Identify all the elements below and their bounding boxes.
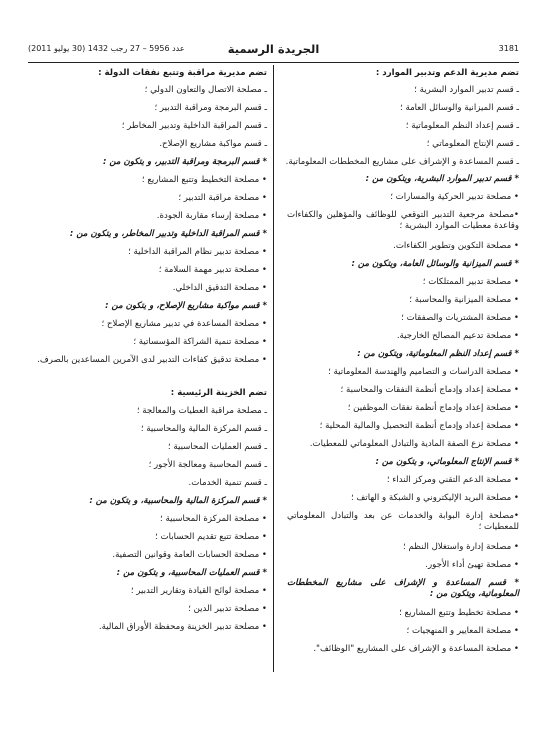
right-column-line: • مصلحة تخطيط وتتبع المشاريع ؛: [399, 608, 519, 618]
left-column-line: • مصلحة تدبير مهمة السلامة ؛: [158, 265, 267, 275]
right-column-line: * قسم إعداد النظم المعلوماتية، ويتكون من :: [357, 349, 519, 359]
left-column-line: • مصلحة التخطيط وتتبع المشاريع ؛: [141, 175, 267, 185]
left-column-line: * قسم العمليات المحاسبية، و يتكون من :: [116, 568, 267, 578]
right-column-line: • مصلحة إعداد وإدماج أنظمة النفقات والمحاسبة ؛: [340, 385, 519, 395]
right-column-line: • مصلحة إعداد وإدماج أنظمة نفقات الموظفين ؛: [347, 403, 519, 413]
left-column-line: • مصلحة تنمية الشراكة المؤسساتية ؛: [133, 337, 267, 347]
right-column-line: * قسم تدبير الموارد البشرية، ويتكون من :: [365, 174, 519, 184]
right-column-line: ـ قسم الإنتاج المعلوماتي ؛: [426, 139, 519, 149]
left-column-line: * قسم المراقبة الداخلية وتدبير المخاطر، و يتكون من :: [69, 229, 267, 239]
right-column-line: • مصلحة المساعدة و الإشراف على المشاريع "الوظائف".: [313, 644, 519, 654]
right-column-line: ـ قسم الميزانية والوسائل العامة ؛: [400, 103, 519, 113]
left-column-line: • مصلحة تدبير الخزينة ومحفظة الأوراق المالية.: [98, 622, 267, 632]
left-column-line: ـ قسم تنمية الخدمات.: [188, 478, 267, 488]
right-column-line: ـ قسم تدبير الموارد البشرية ؛: [414, 85, 519, 95]
left-column-line: * قسم البرمجة ومراقبة التدبير، و يتكون من :: [102, 157, 267, 167]
left-column-line: * قسم المركزة المالية والمحاسبية، و يتكون من :: [89, 496, 267, 506]
left-column-line: • مصلحة تدقيق كفاءات التدبير لدى الآمرين المساعدين بالصرف.: [37, 355, 267, 365]
page-header: [28, 42, 519, 60]
right-column-line: * قسم المساعدة و الإشراف على مشاريع المخططات المعلوماتية، ويتكون من :: [287, 578, 519, 599]
left-column-line: • مصلحة المركزة المحاسبية ؛: [160, 514, 267, 524]
left-column-line: • مصلحة المساعدة في تدبير مشاريع الإصلاح ؛: [101, 319, 267, 329]
left-column-line: • مصلحة التدقيق الداخلي.: [172, 283, 267, 293]
left-column-line: ـ مصلحة مراقبة العطيات والمعالجة ؛: [136, 406, 267, 416]
right-column-line: • مصلحة المشتريات والصفقات ؛: [401, 313, 519, 323]
left-column-line: ـ قسم المحاسبة ومعالجة الأجور ؛: [148, 460, 267, 470]
page-number: 3181: [498, 44, 519, 53]
left-column-line: • مصلحة لوائح القيادة وتقارير التدبير ؛: [130, 586, 267, 596]
left-column-line: ـ مصلحة الاتصال والتعاون الدولي ؛: [144, 85, 267, 95]
right-column-line: • مصلحة الدعم التقني ومركز النداء ؛: [386, 475, 519, 485]
left-column-line: تضم الخزينة الرئيسية :: [170, 388, 267, 398]
left-column-line: • مصلحة تدبير نظام المراقبة الداخلية ؛: [128, 247, 267, 257]
right-column-line: • مصلحة المعايير و المنهجيات ؛: [406, 626, 519, 636]
left-column-line: • مصلحة إرساء مقاربة الجودة.: [156, 211, 267, 221]
right-column-line: • مصلحة إدارة واستغلال النظم ؛: [403, 542, 519, 552]
left-column-line: • مصلحة تتبع تقديم الحسابات ؛: [155, 532, 267, 542]
left-column-line: • مصلحة الحسابات العامة وقوانين التصفية.: [112, 550, 267, 560]
right-column-line: • مصلحة تدعيم المصالح الخارجية.: [396, 331, 519, 341]
left-column-line: ـ قسم المراقبة الداخلية وتدبير المخاطر ؛: [121, 121, 267, 131]
left-column-line: • مصلحة تدبير الدين ؛: [188, 604, 267, 614]
right-column-line: • مصلحة التكوين وتطوير الكفاءات.: [393, 241, 519, 251]
issue-info: عدد 5956 – 27 رجب 1432 (30 يوليو 2011): [28, 44, 185, 53]
right-column-line: • مصلحة الميزانية والمحاسبة ؛: [409, 295, 519, 305]
right-column-line: • مصلحة تهيئ أداء الأجور.: [425, 560, 519, 570]
right-column-line: • مصلحة نزع الصفة المادية والتبادل المعلوماتي للمعطيات.: [309, 439, 519, 449]
right-column-line: •مصلحة مرجعية التدبير التوقعي للوظائف والمؤهلين والكفاءات وقاعدة معطيات الموارد البشرية ؛: [287, 210, 519, 231]
right-column-line: ـ قسم المساعدة و الإشراف على مشاريع المخططات المعلوماتية.: [285, 157, 519, 167]
left-column-line: * قسم مواكبة مشاريع الإصلاح، و يتكون من :: [105, 301, 267, 311]
right-column-line: ـ قسم إعداد النظم المعلوماتية ؛: [405, 121, 519, 131]
right-column-line: تضم مديرية الدعم وتدبير الموارد :: [375, 68, 519, 78]
left-column-line: ـ قسم المركزة المالية والمحاسبية ؛: [140, 424, 267, 434]
right-column-line: • مصلحة تدبير الممتلكات ؛: [422, 277, 519, 287]
left-column-line: • مصلحة مراقبة التدبير ؛: [178, 193, 267, 203]
right-column-line: •مصلحة إدارة البوابة والخدمات عن بعد والتبادل المعلوماتي للمعطيات ؛: [287, 511, 519, 532]
left-column-line: ـ قسم العمليات المحاسبية ؛: [167, 442, 267, 452]
right-column-line: * قسم الميزانية والوسائل العامة، ويتكون من :: [351, 259, 519, 269]
left-column-line: ـ قسم البرمجة ومراقبة التدبير ؛: [154, 103, 267, 113]
left-column-line: ـ قسم مواكبة مشاريع الإصلاح.: [159, 139, 267, 149]
right-column-line: * قسم الإنتاج المعلوماتي، و يتكون من :: [375, 457, 519, 467]
right-column-line: • مصلحة الدراسات و التصاميم والهندسة المعلوماتية ؛: [328, 367, 519, 377]
right-column-line: • مصلحة تدبير الحركية والمسارات ؛: [390, 192, 519, 202]
gazette-title: الجريدة الرسمية: [227, 42, 320, 56]
right-column-line: • مصلحة البريد الإليكتروني و الشبكة و الهاتف ؛: [350, 493, 519, 503]
left-column-line: تضم مديرية مراقبة وتتبع نفقات الدولة :: [98, 68, 267, 78]
header-rule: [28, 62, 519, 63]
column-divider: [273, 65, 274, 672]
right-column-line: • مصلحة إعداد وإدماج أنظمة التحصيل والمالية المحلية ؛: [319, 421, 519, 431]
